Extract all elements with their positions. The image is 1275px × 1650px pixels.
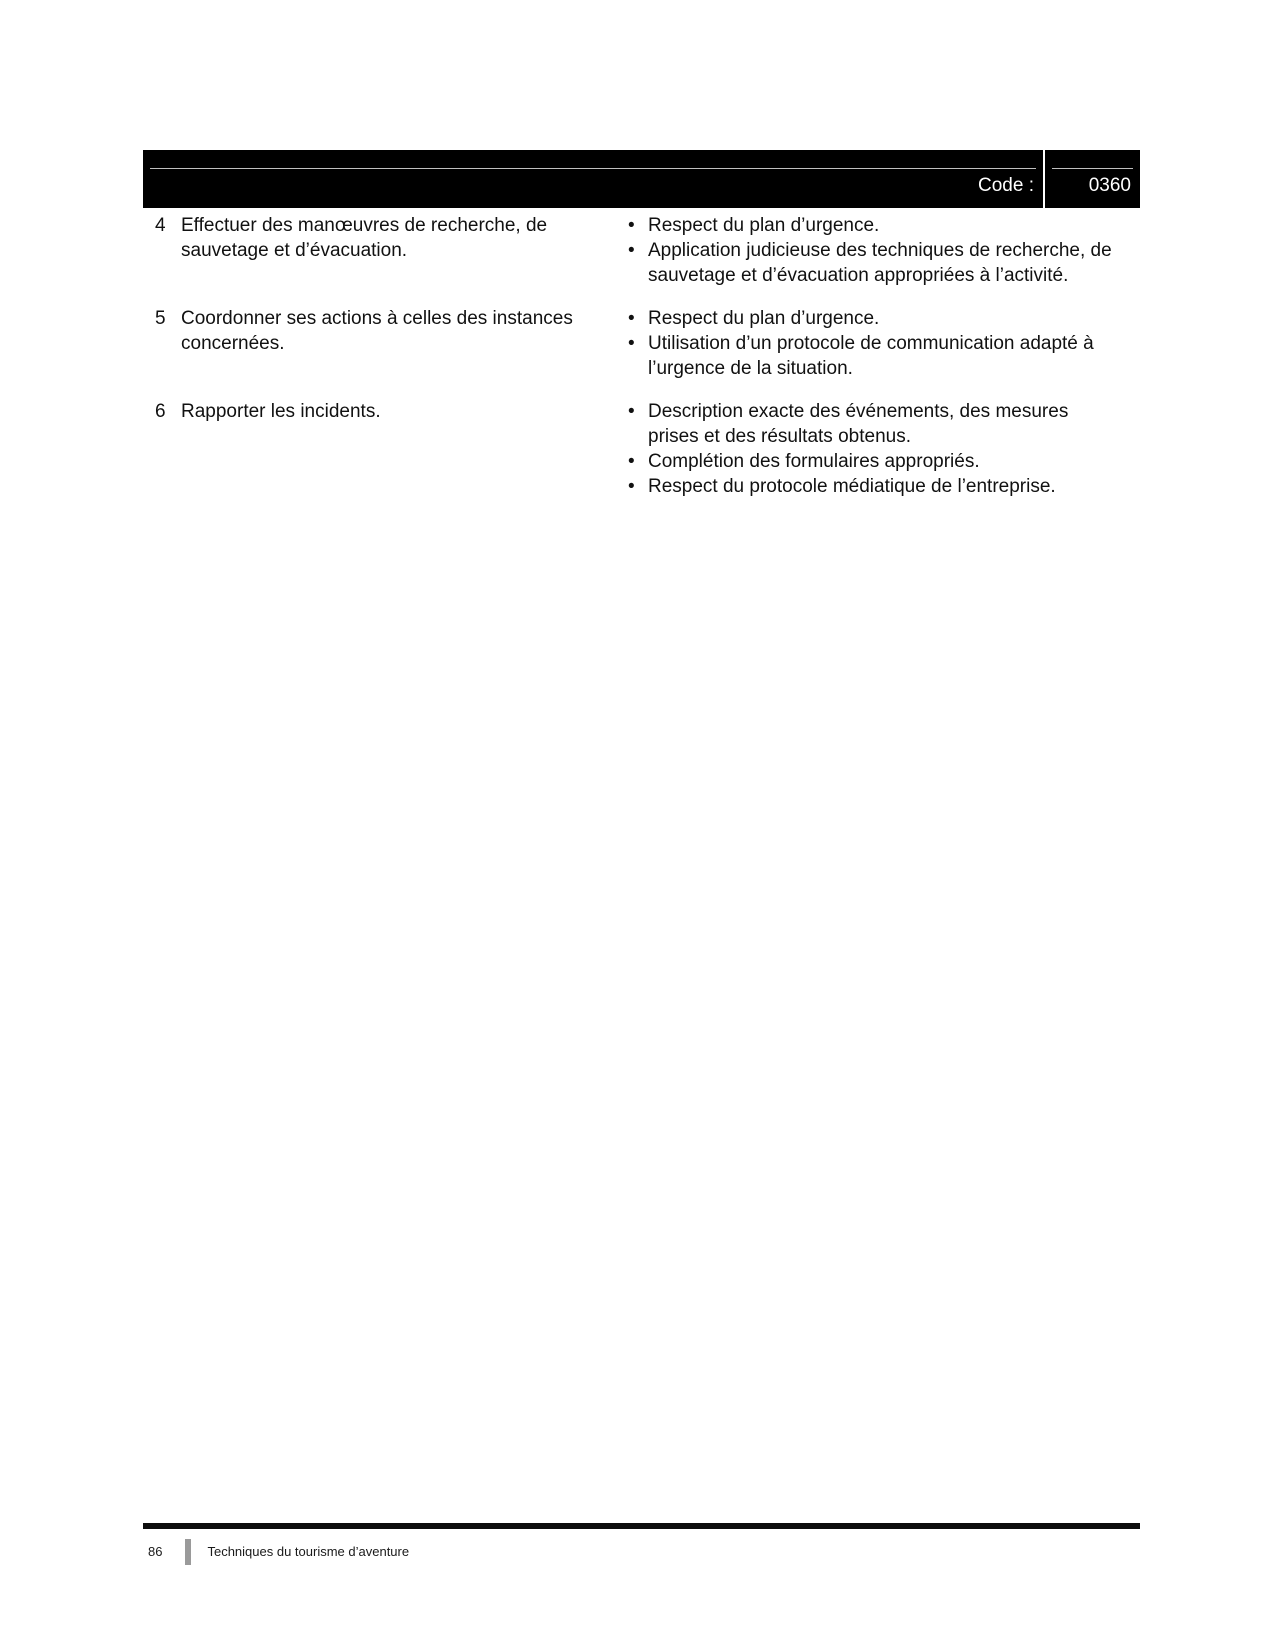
bullet-icon: •: [628, 451, 635, 472]
criterion-text: Complétion des formulaires appropriés.: [648, 451, 980, 472]
competency-statement-cell: [143, 306, 628, 356]
competency-row: [143, 399, 1140, 499]
bullet-icon: •: [628, 215, 635, 236]
header-code-bar: [143, 150, 1140, 208]
competency-number: 6: [155, 401, 166, 422]
criterion-item: [628, 213, 1140, 238]
criterion-text: Respect du protocole médiatique de l’entreprise.: [648, 476, 1056, 497]
competency-statement: Effectuer des manœuvres de recherche, de sauvetage et d’évacuation.: [181, 215, 548, 261]
criterion-item: [628, 399, 1140, 449]
competency-statement: Rapporter les incidents.: [181, 401, 381, 422]
competency-row: [143, 213, 1140, 288]
footer-title: Techniques du tourisme d’aventure: [207, 1544, 410, 1559]
footer-rule: [143, 1523, 1140, 1529]
criterion-text: Application judicieuse des techniques de recherche, de sauvetage et d’évacuation appropriées à l’activité.: [648, 240, 1112, 286]
criterion-item: [628, 238, 1140, 288]
bullet-icon: •: [628, 401, 635, 422]
code-value: 0360: [1088, 175, 1131, 196]
code-label: Code :: [978, 175, 1034, 196]
competency-statement-cell: [143, 213, 628, 263]
competency-table: [143, 213, 1140, 517]
performance-criteria-cell: [628, 306, 1140, 381]
footer: [143, 1538, 409, 1565]
footer-divider-bar: [185, 1539, 191, 1565]
criterion-item: [628, 474, 1140, 499]
criterion-text: Respect du plan d’urgence.: [648, 215, 880, 236]
performance-criteria-cell: [628, 213, 1140, 288]
criterion-item: [628, 306, 1140, 331]
bullet-icon: •: [628, 333, 635, 354]
competency-number: 5: [155, 308, 166, 329]
page-number: 86: [148, 1544, 163, 1559]
competency-statement-cell: [143, 399, 628, 424]
criteria-list: [628, 306, 1140, 381]
criteria-list: [628, 399, 1140, 499]
header-rule-line: [1052, 168, 1133, 169]
criterion-item: [628, 331, 1140, 381]
performance-criteria-cell: [628, 399, 1140, 499]
criterion-text: Utilisation d’un protocole de communication adapté à l’urgence de la situation.: [648, 333, 1094, 379]
competency-statement: Coordonner ses actions à celles des instances concernées.: [181, 308, 573, 354]
bullet-icon: •: [628, 240, 635, 261]
criterion-item: [628, 449, 1140, 474]
header-rule-line: [150, 168, 1036, 169]
criteria-list: [628, 213, 1140, 288]
competency-row: [143, 306, 1140, 381]
header-code-label-cell: [143, 150, 1043, 208]
bullet-icon: •: [628, 476, 635, 497]
bullet-icon: •: [628, 308, 635, 329]
criterion-text: Description exacte des événements, des mesures prises et des résultats obtenus.: [648, 401, 1069, 447]
criterion-text: Respect du plan d’urgence.: [648, 308, 880, 329]
header-code-value-cell: [1045, 150, 1140, 208]
competency-number: 4: [155, 215, 166, 236]
